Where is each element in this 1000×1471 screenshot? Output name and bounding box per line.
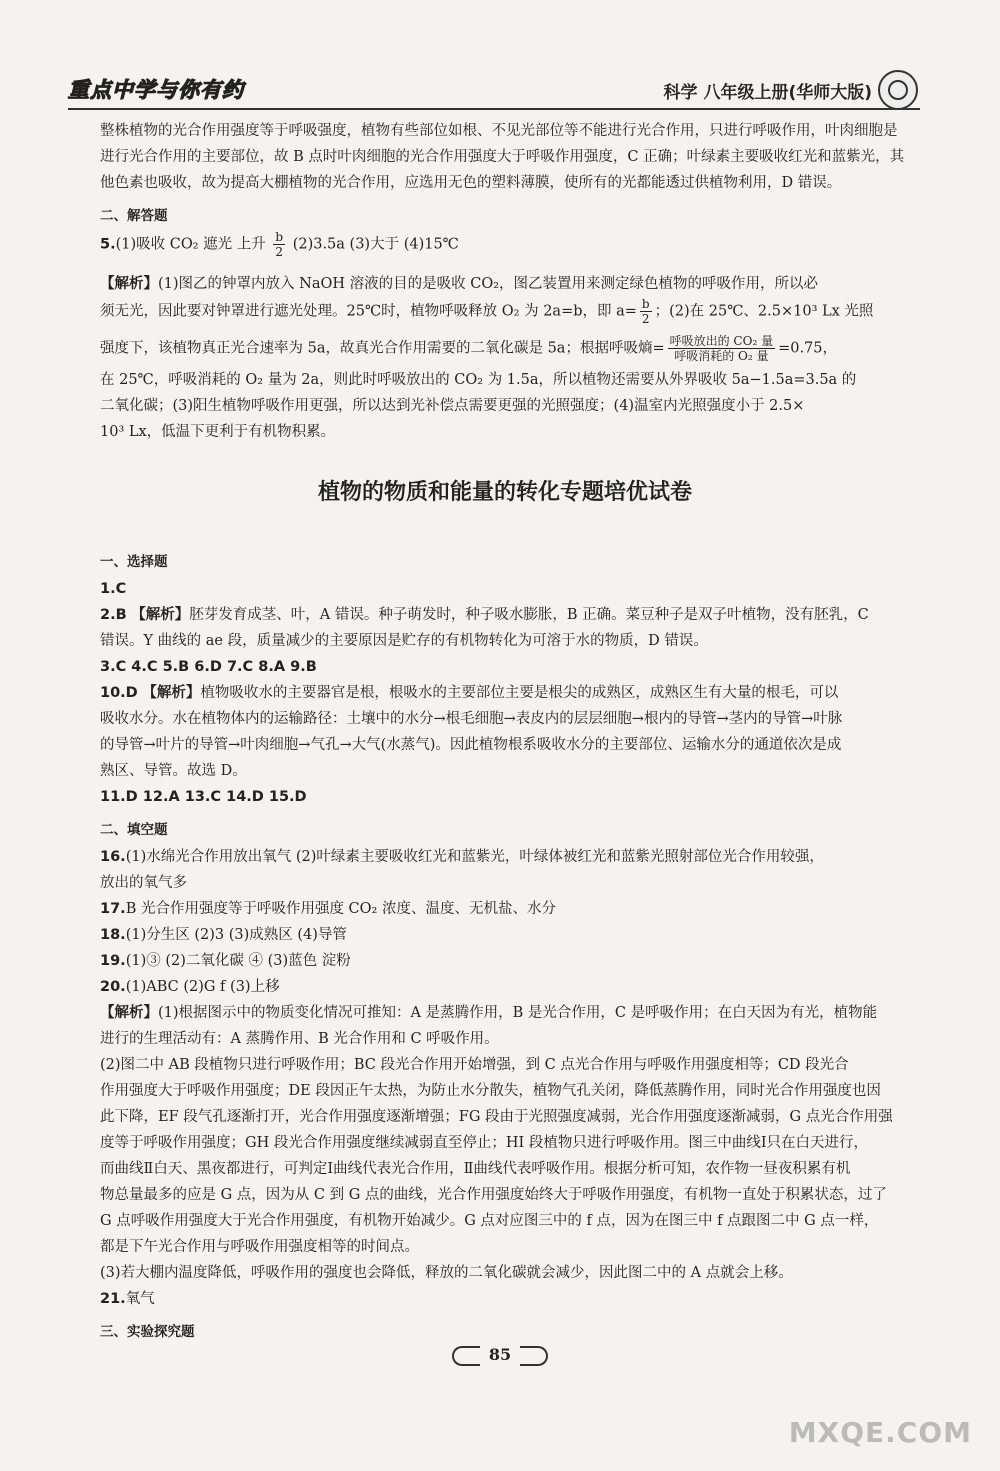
- answer-line: 11.D 12.A 13.C 14.D 15.D: [100, 789, 307, 805]
- book-title: 科学 八年级上册(华师大版): [663, 83, 872, 103]
- fraction: $\frac{b}{2}$: [641, 297, 650, 326]
- answer-line: 10.D 【解析】植物吸收水的主要器官是根，根吸水的主要部位主要是根尖的成熟区，成熟区生有大量的根毛，可以: [100, 685, 839, 701]
- answer-line: 16.(1)水绵光合作用放出氧气 (2)叶绿素主要吸收红光和蓝紫光，叶绿体被红光和蓝紫光照射部位光合作用较强，: [100, 849, 824, 865]
- answer-line: 2.B 【解析】胚芽发育成茎、叶，A 错误。种子萌发时，种子吸水膨胀，B 正确。菜豆种子是双子叶植物，没有胚乳，C: [100, 607, 869, 623]
- explanation-text: 进行的生理活动有：A 蒸腾作用、B 光合作用和 C 呼吸作用。: [100, 1031, 499, 1047]
- explanation-text: 度等于呼吸作用强度；GH 段光合作用强度继续减弱直至停止；HI 段植物只进行呼吸作用。图三中曲线Ⅰ只在白天进行，: [100, 1135, 869, 1151]
- explanation-text: 【解析】(1)根据图示中的物质变化情况可推知：A 是蒸腾作用，B 是光合作用，C 是呼吸作用；在白天因为有光，植物能: [100, 1005, 878, 1021]
- explanation-text: 在 25℃，呼吸消耗的 O₂ 量为 2a，则此时呼吸放出的 CO₂ 为 1.5a，所以植物还需要从外界吸收 5a−1.5a=3.5a 的: [100, 372, 857, 388]
- answer-line: 17.B 光合作用强度等于呼吸作用强度 CO₂ 浓度、温度、无机盐、水分: [100, 901, 556, 917]
- section-heading: 三、实验探究题: [100, 1324, 195, 1340]
- answer-line: 的导管→叶片的导管→叶肉细胞→气孔→大气(水蒸气)。因此植物根系吸收水分的主要部位、运输水分的通道依次是成: [100, 737, 842, 753]
- answer-line: 21.氧气: [100, 1291, 155, 1307]
- explanation-text: 物总量最多的应是 G 点，因为从 C 到 G 点的曲线，光合作用强度始终大于呼吸作用强度，有机物一直处于积累状态，过了: [100, 1187, 887, 1203]
- explanation-text: (2)图二中 AB 段植物只进行呼吸作用；BC 段光合作用开始增强，到 C 点光合作用与呼吸作用强度相等；CD 段光合: [100, 1057, 849, 1073]
- explanation-text: 须无光，因此要对钟罩进行遮光处理。25℃时，植物呼吸释放 O₂ 为 2a=b，即 a= $\frac{b}{2}$ ；(2)在 25℃、2.5×10³ Lx 光照: [100, 297, 874, 326]
- page-content: [100, 118, 910, 1346]
- answer-line: 3.C 4.C 5.B 6.D 7.C 8.A 9.B: [100, 659, 317, 675]
- answer-text: 整株植物的光合作用强度等于呼吸强度，植物有些部位如根、不见光部位等不能进行光合作用，只进行呼吸作用，叶肉细胞是: [100, 123, 898, 139]
- answer-line: 吸收水分。水在植物体内的运输路径：土壤中的水分→根毛细胞→表皮内的层层细胞→根内的导管→茎内的导管→叶脉: [100, 711, 843, 727]
- section-heading: 一、选择题: [100, 554, 168, 570]
- answer-text: 进行光合作用的主要部位，故 B 点时叶肉细胞的光合作用强度大于呼吸作用强度，C 正确；叶绿素主要吸收红光和蓝紫光，其: [100, 149, 905, 165]
- section-heading: 二、解答题: [100, 208, 168, 224]
- explanation-text: G 点呼吸作用强度大于光合作用强度，有机物开始减少。G 点对应图三中的 f 点，因为在图三中 f 点跟图二中 G 点一样，: [100, 1213, 879, 1229]
- series-logo: 重点中学与你有约: [68, 78, 244, 102]
- page-number: 85: [452, 1338, 548, 1372]
- answer-line: 1.C: [100, 581, 127, 597]
- answer-line: 19.(1)③ (2)二氧化碳 ④ (3)蓝色 淀粉: [100, 953, 351, 969]
- explanation-text: 【解析】(1)图乙的钟罩内放入 NaOH 溶液的目的是吸收 CO₂，图乙装置用来测定绿色植物的呼吸作用，所以必: [100, 276, 819, 292]
- explanation-text: (3)若大棚内温度降低，呼吸作用的强度也会降低，释放的二氧化碳就会减少，因此图二中的 A 点就会上移。: [100, 1265, 793, 1281]
- explanation-text: 二氧化碳；(3)阳生植物呼吸作用更强，所以达到光补偿点需要更强的光照强度；(4)温室内光照强度小于 2.5×: [100, 398, 805, 414]
- fraction: $\frac{b}{2}$: [275, 230, 284, 259]
- site-watermark: MXQE.COM: [788, 1416, 972, 1449]
- explanation-text: 此下降，EF 段气孔逐渐打开，光合作用强度逐渐增强；FG 段由于光照强度减弱，光合作用强度逐渐减弱，G 点光合作用强: [100, 1109, 893, 1125]
- explanation-text: 作用强度大于呼吸作用强度；DE 段因正午太热，为防止水分散失，植物气孔关闭，降低蒸腾作用，同时光合作用强度也因: [100, 1083, 881, 1099]
- explanation-text: 而曲线Ⅱ白天、黑夜都进行，可判定Ⅰ曲线代表光合作用，Ⅱ曲线代表呼吸作用。根据分析可知，农作物一昼夜积累有机: [100, 1161, 851, 1177]
- answer-line: 18.(1)分生区 (2)3 (3)成熟区 (4)导管: [100, 927, 347, 943]
- page-title: 植物的物质和能量的转化专题培优试卷: [317, 480, 692, 505]
- explanation-text: 强度下，该植物真正光合速率为 5a，故真光合作用需要的二氧化碳是 5a；根据呼吸熵= $\frac{\text{呼吸放出的 CO₂ 量}}{\text{呼吸消耗的 O₂ 量}}$ =0.75，: [100, 334, 838, 363]
- explanation-text: 都是下午光合作用与呼吸作用强度相等的时间点。: [100, 1239, 419, 1255]
- fraction: $\frac{\text{呼吸放出的 CO₂ 量}}{\text{呼吸消耗的 O₂ 量}}$: [669, 334, 774, 363]
- answer-line: 放出的氧气多: [100, 875, 187, 891]
- page-header: [68, 68, 920, 110]
- answer-line: 熟区、导管。故选 D。: [100, 763, 247, 779]
- explanation-text: 10³ Lx，低温下更利于有机物积累。: [100, 424, 336, 440]
- section-heading: 二、填空题: [100, 822, 168, 838]
- answer-line-q5: 5.(1)吸收 CO₂ 遮光 上升 $\frac{b}{2}$ (2)3.5a (3)大于 (4)15℃: [100, 230, 459, 259]
- emblem-icon: [878, 70, 918, 110]
- answer-line: 20.(1)ABC (2)G f (3)上移: [100, 979, 280, 995]
- answer-text: 他色素也吸收，故为提高大棚植物的光合作用，应选用无色的塑料薄膜，使所有的光都能透过供植物利用，D 错误。: [100, 175, 842, 191]
- answer-line: 错误。Y 曲线的 ae 段，质量减少的主要原因是贮存的有机物转化为可溶于水的物质，D 错误。: [100, 633, 708, 649]
